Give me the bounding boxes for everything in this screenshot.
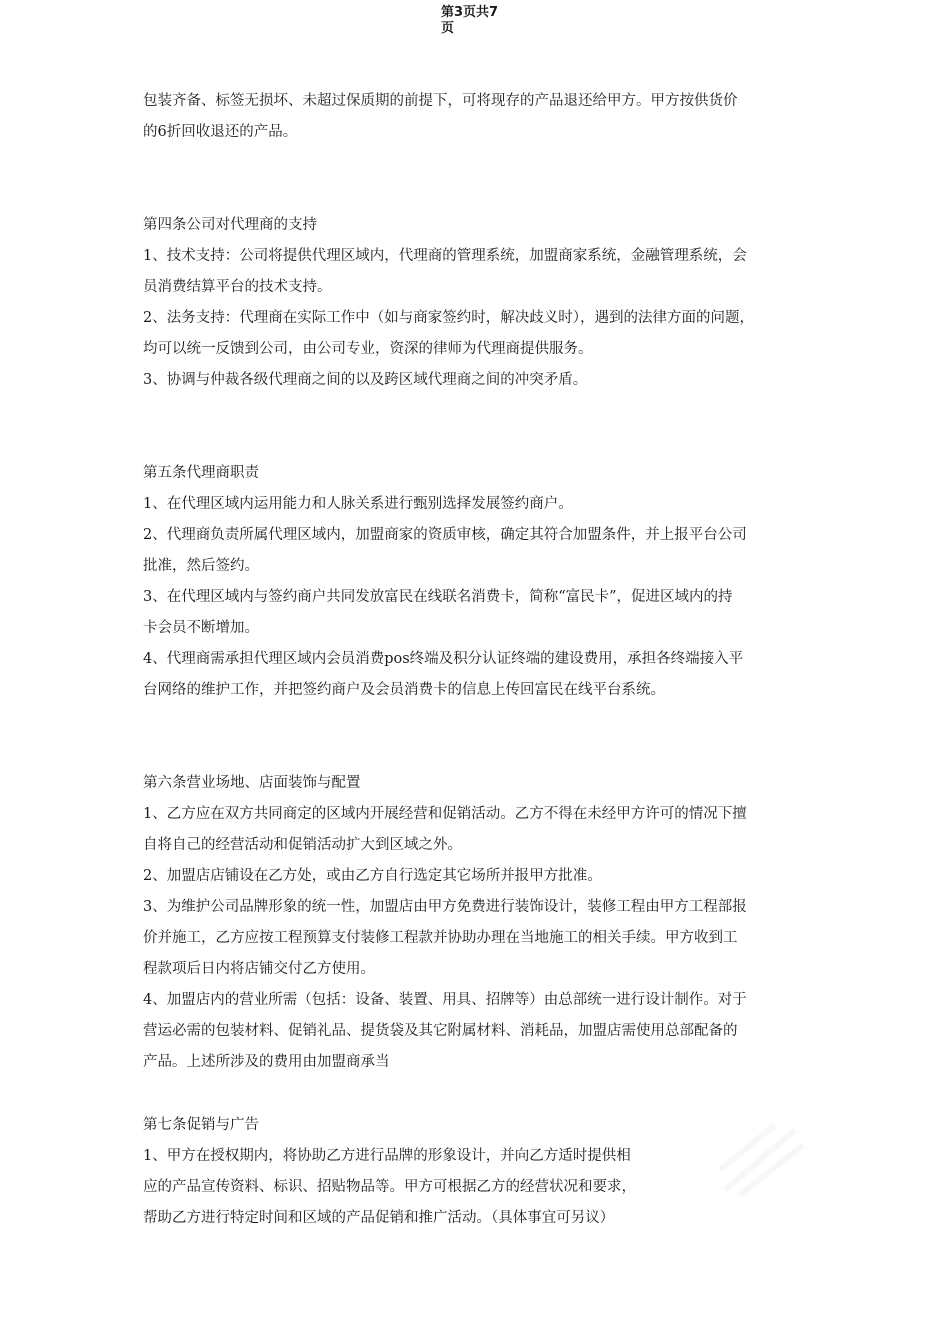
article-6-title: 第六条营业场地、店面装饰与配置	[143, 775, 361, 791]
text-line: 员消费结算平台的技术支持。	[143, 279, 332, 295]
text-line: 3、在代理区域内与签约商户共同发放富民在线联名消费卡，简称“富民卡”，促进区域内的持	[143, 589, 733, 605]
intro-paragraph	[143, 86, 815, 148]
article-6-section	[143, 768, 815, 1078]
text-line: 1、技术支持：公司将提供代理区域内，代理商的管理系统，加盟商家系统，金融管理系统，会	[143, 248, 747, 264]
text-line: 3、协调与仲裁各级代理商之间的以及跨区域代理商之间的冲突矛盾。	[143, 372, 588, 388]
text-line: 价并施工，乙方应按工程预算支付装修工程款并协助办理在当地施工的相关手续。甲方收到工	[143, 930, 738, 946]
text-line: 卡会员不断增加。	[143, 620, 259, 636]
text-line: 台网络的维护工作，并把签约商户及会员消费卡的信息上传回富民在线平台系统。	[143, 682, 665, 698]
text-line: 营运必需的包装材料、促销礼品、提货袋及其它附属材料、消耗品，加盟店需使用总部配备的	[143, 1023, 738, 1039]
text-line: 应的产品宣传资料、标识、招贴物品等。甲方可根据乙方的经营状况和要求，	[143, 1179, 636, 1195]
document-body	[143, 86, 815, 1234]
page-number-line-2: 页	[441, 21, 455, 36]
text-line: 帮助乙方进行特定时间和区域的产品促销和推广活动。（具体事宜可另议）	[143, 1210, 615, 1226]
text-line: 4、加盟店内的营业所需（包括：设备、装置、用具、招牌等）由总部统一进行设计制作。对于	[143, 992, 747, 1008]
text-line: 程款项后日内将店铺交付乙方使用。	[143, 961, 375, 977]
faint-watermark-icon	[715, 1120, 805, 1200]
text-line: 的6折回收退还的产品。	[143, 124, 298, 140]
article-5-section	[143, 458, 815, 706]
text-line: 均可以统一反馈到公司，由公司专业，资深的律师为代理商提供服务。	[143, 341, 593, 357]
article-4-title: 第四条公司对代理商的支持	[143, 217, 317, 233]
text-line: 1、甲方在授权期内，将协助乙方进行品牌的形象设计，并向乙方适时提供相	[143, 1148, 631, 1164]
text-line: 4、代理商需承担代理区域内会员消费pos终端及积分认证终端的建设费用，承担各终端接入平	[143, 651, 744, 667]
text-line: 2、加盟店店铺设在乙方处，或由乙方自行选定其它场所并报甲方批准。	[143, 868, 602, 884]
text-line: 包装齐备、标签无损坏、未超过保质期的前提下，可将现存的产品退还给甲方。甲方按供货价	[143, 93, 738, 109]
article-5-title: 第五条代理商职责	[143, 465, 259, 481]
page-number-line-1: 第3页共7	[441, 5, 499, 20]
text-line: 产品。上述所涉及的费用由加盟商承当	[143, 1054, 390, 1070]
text-line: 2、代理商负责所属代理区域内，加盟商家的资质审核，确定其符合加盟条件，并上报平台公司	[143, 527, 747, 543]
article-4-section	[143, 210, 815, 396]
text-line: 2、法务支持：代理商在实际工作中（如与商家签约时，解决歧义时），遇到的法律方面的问题，	[143, 310, 754, 326]
page-number-header	[441, 5, 521, 37]
article-7-title: 第七条促销与广告	[143, 1117, 259, 1133]
text-line: 1、乙方应在双方共同商定的区域内开展经营和促销活动。乙方不得在未经甲方许可的情况下擅	[143, 806, 747, 822]
text-line: 批准，然后签约。	[143, 558, 259, 574]
text-line: 3、为维护公司品牌形象的统一性，加盟店由甲方免费进行装饰设计，装修工程由甲方工程部报	[143, 899, 747, 915]
text-line: 1、在代理区域内运用能力和人脉关系进行甄别选择发展签约商户。	[143, 496, 573, 512]
text-line: 自将自己的经营活动和促销活动扩大到区域之外。	[143, 837, 462, 853]
